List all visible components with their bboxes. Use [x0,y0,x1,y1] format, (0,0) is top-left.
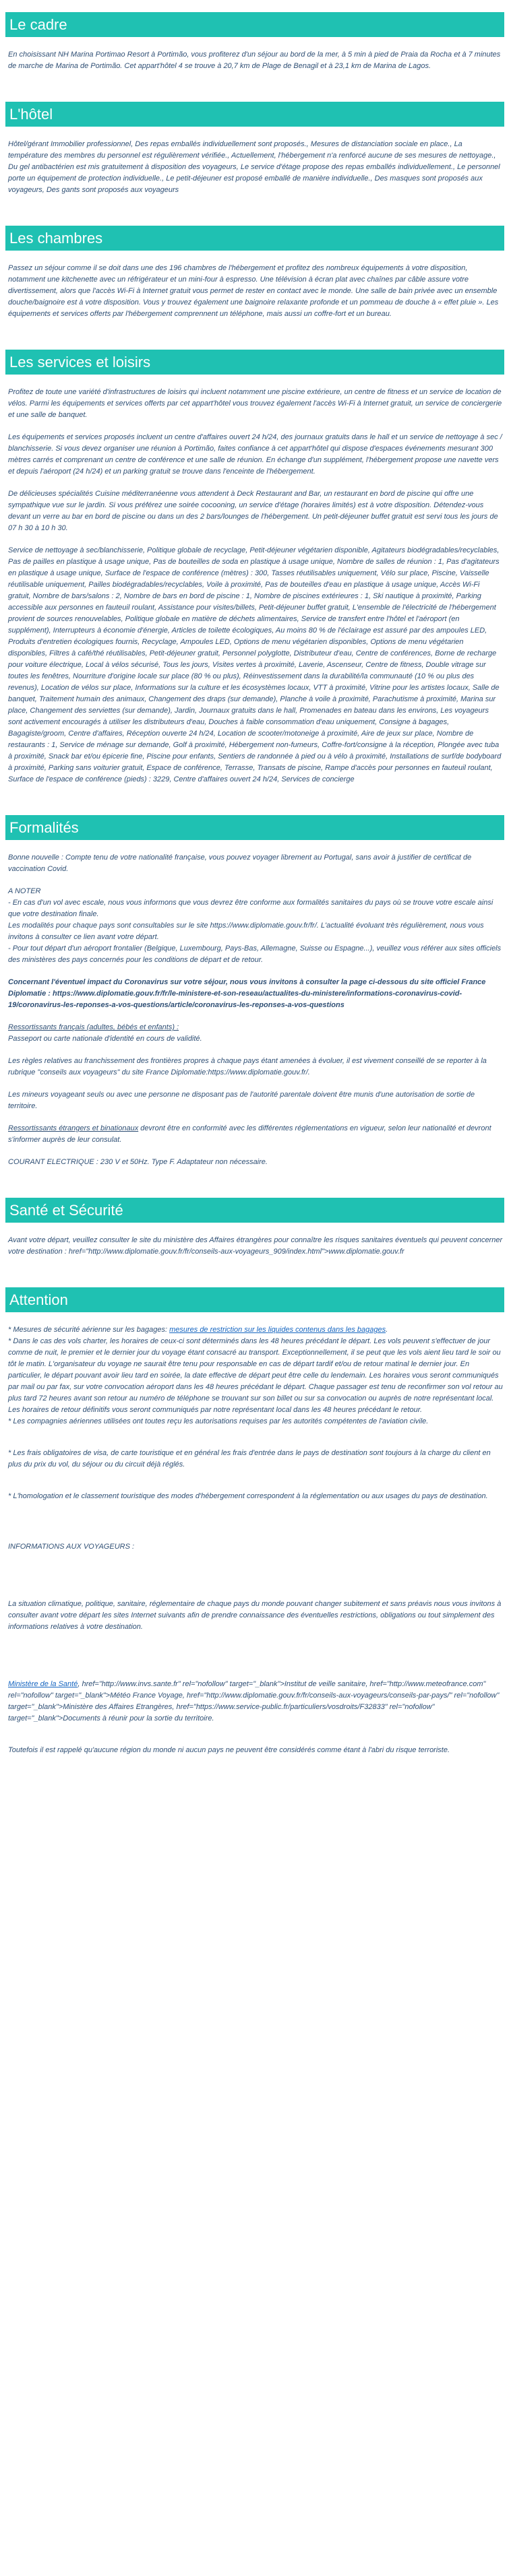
services-paragraph: De délicieuses spécialités Cuisine méditerranéenne vous attendent à Deck Restaurant and Bar, un restaurant en bord de piscine qui offre une sympathique vue sur le jardin. Si vous préférez une soirée cocooning, un service d'étage (horaires limités) est à votre disposition. Détendez-vous devant un verre au bar en bord de piscine ou dans un des 2 bars/lounges de l'hébergement. Un petit-déjeuner buffet gratuit est servi tous les jours de 07 h 30 à 10 h 30. [8,490,498,532]
section-banner [5,1198,504,1223]
a-noter-heading: A NOTER [8,887,41,895]
section-title: Attention [9,1291,68,1308]
covid-notice: Concernant l'éventuel impact du Coronavirus sur votre séjour, nous vous invitons à consulter la page ci-dessous du site officiel France Diplomatie : https://www.diplomatie.gouv.fr/fr/le-ministere-et-son-reseau/actualites-du-ministere/informations-coronavirus-covid-19/coronavirus-les-reponses-a-vos-questions/article/coronavirus-les-reponses-a-vos-questions [8,978,486,1009]
formalites-intro: Bonne nouvelle : Compte tenu de votre nationalité française, vous pouvez voyager librement au Portugal, sans avoir à justifier de certificat de vaccination Covid. [8,854,472,873]
section-title: Les chambres [9,230,103,247]
section-title: Le cadre [9,16,67,33]
section-banner [5,102,504,127]
liquides-link[interactable]: mesures de restriction sur les liquides contenus dans les bagages [169,1326,386,1334]
a-noter-line: - En cas d'un vol avec escale, nous vous informons que vous devrez être conforme aux formalités sanitaires du pays où se trouve votre escale ainsi que votre destination finale. [8,899,493,918]
a-noter-block [8,886,504,966]
binationaux-text: devront être en conformité avec les différentes réglementations en vigueur, selon leur nationalité et devront s'informer auprès de leur consulat. [8,1124,491,1144]
attention-list [8,1324,504,1427]
attention-line: * Mesures de sécurité aérienne sur les bagages: [8,1326,170,1334]
section-chambres [8,226,504,320]
section-title: L'hôtel [9,106,53,123]
regles-text: Les règles relatives au franchissement des frontières propres à chaque pays étant amenées à évoluer, il est vivement conseillé de se reporter à la rubrique "conseils aux voyageurs" du site France Diplomatie:https://www.diplomatie.gouv.fr/. [8,1057,487,1076]
terrorisme-text: Toutefois il est rappelé qu'aucune région du monde ni aucun pays ne peuvent être considérés comme étant à l'abri du risque terroriste. [8,1746,450,1754]
attention-line: * Les compagnies aériennes utilisées ont toutes reçu les autorisations requises par les autorités compétentes de l'aviation civile. [8,1417,429,1425]
ressortissants-block [8,1022,504,1045]
ressortissants-label: Ressortissants français (adultes, bébés et enfants) : [8,1023,179,1031]
attention-line: * Dans le cas des vols charter, les horaires de ceux-ci sont déterminés dans les 48 heures précédant le départ. Les vols peuvent s'effectuer de jour comme de nuit, le premier et le dernier jour du voyage étant consacré au transport. Exceptionnellement, il se peut que les vols aient lieu tard le soir ou tôt le matin. L'organisateur du voyage ne saurait être tenu pour responsable en cas de départ tardif et/ou de retour matinal le dernier jour. En particulier, le départ pouvant avoir lieu tard en soirée, la date effective de départ peut être celle du lendemain. Les horaires vous seront communiqués par mail ou par fax, sur votre convocation aéroport dans les 48 heures précédant le départ. Chaque passager est tenu de reconfirmer son vol retour au plus tard 72 heures avant son retour au numéro de téléphone se trouvant sur son billet ou sur sa convocation ou auprès de notre représentant local. Les horaires de retour définitifs vous seront communiqués par notre représentant local dans les 48 heures précédant le retour. [8,1337,503,1414]
sante-text: Avant votre départ, veuillez consulter le site du ministère des Affaires étrangères pour connaître les risques sanitaires éventuels qui peuvent concerner votre destination : href="http://www.diplomatie.gouv.fr/fr/conseils-aux-voyageurs_909/index.html">www.diplomatie.gouv.fr [8,1236,503,1256]
courant-text: COURANT ELECTRIQUE : 230 V et 50Hz. Type F. Adaptateur non nécessaire. [8,1158,268,1166]
section-formalites [8,815,504,1168]
services-amenities-list: Service de nettoyage à sec/blanchisserie, Politique globale de recyclage, Petit-déjeuner végétarien disponible, Agitateurs biodégradables/recyclables, Pas de pailles en plastique à usage unique, Pas de bouteilles de soda en plastique à usage unique, Nombre de salles de réunion : 1, Pas d'agitateurs en plastique à usage unique, Surface de l'espace de conférence (mètres) : 300, Tasses réutilisables uniquement, Vélo sur place, Piscine, Vaisselle réutilisable uniquement, Pailles biodégradables/recyclables, Voile à proximité, Pas de bouteilles d'eau en plastique à usage unique, Accès Wi-Fi gratuit, Nombre de bars/salons : 2, Nombre de bars en bord de piscine : 1, Nombre de piscines extérieures : 1, Ski nautique à proximité, Parking accessible aux personnes en fauteuil roulant, Assistance pour visites/billets, Petit-déjeuner buffet gratuit, L'ensemble de l'électricité de l'hébergement provient de sources renouvelables, Politique globale en matière de déchets alimentaires, Service de transfert entre l'hôtel et l'aéroport (en supplément), Interrupteurs à économie d'énergie, Articles de toilette écologiques, Au moins 80 % de l'éclairage est assuré par des ampoules LED, Produits d'entretien écologiques fournis, Recyclage, Ampoules LED, Options de menu végétarien disponibles, Options de menu végétarien disponibles, Filtres à café/thé réutilisables, Petit-déjeuner gratuit, Personnel polyglotte, Distributeur d'eau, Centre de conférences, Borne de recharge pour voiture électrique, Local à vélos sécurisé, Tous les jours, Visites vertes à proximité, Laverie, Ascenseur, Centre de fitness, Double vitrage sur toutes les fenêtres, Nourriture d'origine locale sur place (80 % ou plus), Réinvestissement dans la durabilité/la communauté (10 % ou plus des revenus), Location de vélos sur place, Informations sur la culture et les écosystèmes locaux, VTT à proximité, Vitrine pour les artistes locaux, Salle de banquet, Traitement humain des animaux, Changement des draps (sur demande), Planche à voile à proximité, Parachutisme à proximité, Marina sur place, Changement des serviettes (sur demande), Jardin, Journaux gratuits dans le hall, Promenades en bateau dans les environs, Les voyageurs sont activement encouragés à utiliser les distributeurs d'eau, Douches à faible consommation d'eau uniquement, Consigne à bagages, Bagagiste/groom, Centre d'affaires, Réception ouverte 24 h/24, Location de scooter/motoneige à proximité, Aire de jeux sur place, Nombre de restaurants : 1, Service de ménage sur demande, Golf à proximité, Hébergement non-fumeurs, Coffre-fort/consigne à la réception, Plongée avec tuba à proximité, Snack bar et/ou épicerie fine, Piscine pour enfants, Sentiers de randonnée à pied ou à vélo à proximité, Installations de surf/de bodyboard à proximité, Parking sans voiturier gratuit, Espace de conférence, Terrasse, Transats de piscine, Rampe d'accès pour personnes en fauteuil roulant, Surface de l'espace de conférence (pieds) : 3229, Centre d'affaires ouvert 24 h/24, Services de concierge [8,546,502,783]
attention-line: * Les frais obligatoires de visa, de carte touristique et en général les frais d'entrée dans le pays de destination sont toujours à la charge du client en plus du prix du vol, du séjour ou du circuit déjà réglés. [8,1449,491,1469]
ministeres-links-text: , href="http://www.invs.sante.fr" rel="nofollow" target="_blank">Institut de veille sanitaire, href="http://www.meteofrance.com" rel="nofollow" target="_blank">Météo France Voyage, href="http://www.diplomatie.gouv.fr/fr/conseils-aux-voyageurs/conseils-par-pays/" rel="nofollow" target="_blank">Ministère des Affaires Etrangères, href="https://www.service-public.fr/particuliers/vosdroits/F32833" rel="nofollow" target="_blank">Documents à réunir pour la sortie du territoire. [8,1680,500,1722]
attention-line: * L'homologation et le classement touristique des modes d'hébergement correspondent à la réglementation ou aux usages du pays de destination. [8,1492,488,1500]
section-title: Formalités [9,819,79,836]
a-noter-line: - Pour tout départ d'un aéroport frontalier (Belgique, Luxembourg, Pays-Bas, Allemagne, Suisse ou Espagne...), veuillez vous référer aux sites officiels des ministères des pays concernés pour les conditions de départ et de retour. [8,944,502,964]
ministeres-links [8,1679,504,1725]
chambres-text: Passez un séjour comme il se doit dans une des 196 chambres de l'hébergement et profitez des nombreux équipements à votre disposition, notamment une kitchenette avec un réfrigérateur et un mini-four à espresso. Une télévision à écran plat avec chaînes par câble assure votre divertissement, alors que l'accès Wi-Fi à Internet gratuit vous permet de rester en contact avec le monde. Une salle de bain privée avec un ensemble douche/baignoire est à votre disposition. Vous y trouvez également une baignoire relaxante profonde et un pommeau de douche à « effet pluie ». Les équipements et services offerts par l'hébergement comprennent un téléphone, mais aussi un coffre-fort et un bureau. [8,264,499,318]
section-banner [5,226,504,251]
info-voyageurs-heading: INFORMATIONS AUX VOYAGEURS : [8,1543,135,1551]
attention-line: . [386,1326,388,1334]
mineurs-text: Les mineurs voyageant seuls ou avec une personne ne disposant pas de l'autorité parentale doivent être munis d'une autorisation de sortie de territoire. [8,1091,475,1110]
a-noter-line: Les modalités pour chaque pays sont consultables sur le site https://www.diplomatie.gouv.fr/fr/. L'actualité évoluant très régulièrement, nous vous invitons à consulter ce lien avant votre départ. [8,922,484,941]
hotel-text: Hôtel/gérant Immobilier professionnel, Des repas emballés individuellement sont proposés., Mesures de distanciation sociale en place., La température des membres du personnel est régulièrement vérifiée., Actuellement, l'hébergement n'a renforcé aucune de ses mesures de nettoyage., Du gel antibactérien est mis gratuitement à disposition des voyageurs, Le service d'étage propose des repas emballés individuellement., Le personnel porte un équipement de protection individuelle., Le petit-déjeuner est proposé emballé de manière individuelle., Des masques sont proposés aux voyageurs, Des gants sont proposés aux voyageurs [8,140,500,194]
section-sante [8,1198,504,1258]
section-banner [5,12,504,37]
section-hotel [8,102,504,196]
section-cadre [8,12,504,72]
binationaux-label: Ressortissants étrangers et binationaux [8,1124,139,1132]
cadre-text: En choisissant NH Marina Portimao Resort à Portimão, vous profiterez d'un séjour au bord de la mer, à 5 min à pied de Praia da Rocha et à 7 minutes de marche de Marina de Portimão. Cet appart'hôtel 4 se trouve à 20,7 km de Plage de Benagil et à 23,1 km de Marina de Lagos. [8,51,501,70]
services-paragraph: Profitez de toute une variété d'infrastructures de loisirs qui incluent notamment une piscine extérieure, un centre de fitness et un service de location de vélos. Parmi les équipements et services offerts par cet appart'hôtel vous trouvez également l'accès Wi-Fi à Internet gratuit, un service de conciergerie et une salle de banquet. [8,388,502,419]
section-services [8,350,504,785]
binationaux-block [8,1123,504,1146]
section-banner [5,815,504,840]
section-banner [5,1287,504,1312]
section-banner [5,350,504,375]
services-paragraph: Les équipements et services proposés incluent un centre d'affaires ouvert 24 h/24, des journaux gratuits dans le hall et un service de nettoyage à sec / blanchisserie. Si vous devez organiser une réunion à Portimão, faites confiance à cet appart'hôtel qui dispose d'espaces événements mesurant 300 mètres carrés et comprenant un centre de conférence et une salle de réunion. En échange d'un supplément, l'hébergement propose une navette vers et depuis l'aéroport (24 h/24) et un parking gratuit se trouve dans l'enceinte de l'hébergement. [8,433,502,476]
section-title: Santé et Sécurité [9,1202,123,1219]
situation-text: La situation climatique, politique, sanitaire, réglementaire de chaque pays du monde pouvant changer subitement et sans préavis nous vous invitons à consulter avant votre départ les sites Internet suivants afin de prendre connaissance des éventuelles restrictions, obligations ou tout simplement des informations relatives à votre destination. [8,1600,502,1631]
ressortissants-text: Passeport ou carte nationale d'identité en cours de validité. [8,1035,202,1043]
ministere-sante-link[interactable]: Ministère de la Santé [8,1680,78,1688]
section-attention [8,1287,504,1756]
section-title: Les services et loisirs [9,354,151,371]
